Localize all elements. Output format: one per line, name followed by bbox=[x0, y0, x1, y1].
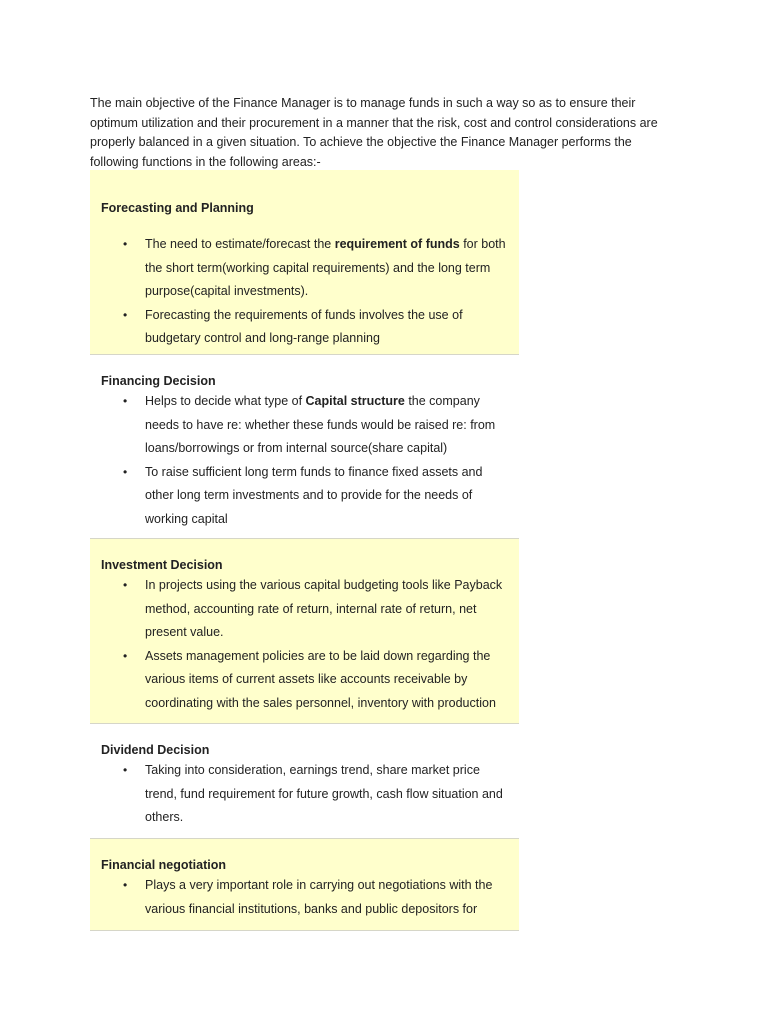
functions-list bbox=[90, 170, 519, 931]
bullet-icon: • bbox=[123, 307, 128, 322]
item-text: the company needs to have re: whether these funds would be raised re: from loans/borrowings or from internal source(share capital) bbox=[145, 394, 496, 455]
intro-paragraph: The main objective of the Finance Manager is to manage funds in such a way so as to ensure their optimum utilization and their procurement in a manner that the risk, cost and control considerations are properly balanced in a given situation. To achieve the objective the Finance Manager performs the following functions in the following areas:- bbox=[90, 96, 658, 169]
bullet-icon: • bbox=[123, 878, 128, 892]
bullet-icon: • bbox=[123, 763, 128, 777]
bullet-list bbox=[101, 233, 511, 351]
item-text: Taking into consideration, earnings trend, share market price trend, fund requirement for future growth, cash flow situation and others. bbox=[145, 763, 503, 824]
bullet-list bbox=[101, 759, 511, 830]
item-text: In projects using the various capital budgeting tools like Payback method, accounting rate of return, internal rate of return, net present value. bbox=[145, 578, 503, 639]
section-title: Financing Decision bbox=[101, 374, 216, 388]
section-forecasting-planning bbox=[90, 170, 519, 355]
section-financial-negotiation bbox=[90, 839, 519, 931]
section-title: Dividend Decision bbox=[101, 743, 210, 757]
section-title: Financial negotiation bbox=[101, 858, 227, 872]
bullet-icon: • bbox=[123, 578, 128, 592]
list-item bbox=[101, 759, 511, 830]
item-text: To raise sufficient long term funds to finance fixed assets and other long term investments and to provide for the needs of working capital bbox=[145, 464, 483, 526]
item-text: Plays a very important role in carrying out negotiations with the various financial institutions, banks and public depositors for bbox=[145, 878, 493, 916]
list-item bbox=[101, 574, 511, 645]
item-text: The need to estimate/forecast the bbox=[145, 237, 335, 251]
list-item bbox=[101, 233, 511, 304]
item-emphasis: requirement of funds bbox=[334, 237, 460, 251]
item-emphasis: Capital structure bbox=[305, 394, 405, 408]
section-investment-decision bbox=[90, 539, 519, 724]
item-text: Forecasting the requirements of funds involves the use of budgetary control and long-range planning bbox=[145, 307, 463, 345]
list-item bbox=[101, 461, 511, 532]
bullet-icon: • bbox=[123, 237, 128, 251]
list-item bbox=[101, 645, 511, 716]
section-title: Investment Decision bbox=[101, 558, 223, 572]
section-dividend-decision bbox=[90, 724, 519, 839]
section-financing-decision bbox=[90, 355, 519, 539]
bullet-icon: • bbox=[123, 464, 128, 479]
item-text: Helps to decide what type of bbox=[145, 394, 306, 408]
bullet-list bbox=[101, 574, 511, 715]
list-item bbox=[101, 390, 511, 461]
list-item bbox=[101, 874, 511, 921]
bullet-list bbox=[101, 390, 511, 531]
item-text: for both the short term(working capital requirements) and the long term purpose(capital investments). bbox=[145, 237, 506, 298]
bullet-icon: • bbox=[123, 648, 128, 663]
list-item bbox=[101, 304, 511, 351]
bullet-icon: • bbox=[123, 394, 128, 408]
section-title: Forecasting and Planning bbox=[101, 201, 254, 215]
bullet-list bbox=[101, 874, 511, 921]
item-text: Assets management policies are to be laid down regarding the various items of current assets like accounts receivable by coordinating with the sales personnel, inventory with production bbox=[145, 648, 496, 710]
